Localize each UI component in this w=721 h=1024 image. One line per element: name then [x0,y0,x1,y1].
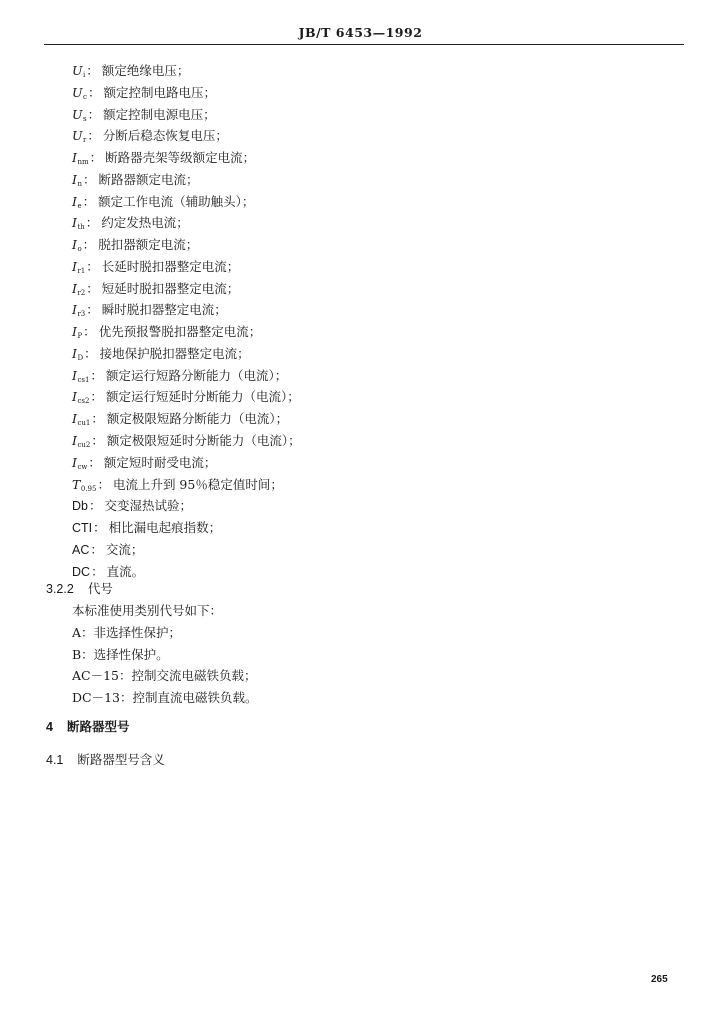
symbol-item: DC： 直流。 [72,563,145,579]
symbol: $I_{cs2}$ [72,389,90,406]
symbol-desc: 约定发热电流； [101,215,189,231]
symbol: $I_{cw}$ [72,454,88,471]
symbol: $I_o$ [72,237,82,254]
symbol-item: $I_n$： 断路器额定电流； [72,171,199,188]
code-item: B：选择性保护。 [72,646,169,662]
symbol-item: $I_{cu1}$： 额定极限短路分断能力（电流）； [72,411,289,428]
symbol-desc: 额定短时耐受电流； [103,454,217,470]
symbol-desc: 分断后稳态恢复电压； [102,128,228,144]
symbol-item: $I_{th}$： 约定发热电流； [72,215,189,232]
symbol-item: Db： 交变湿热试验； [72,498,193,514]
symbol-desc: 电流上升到 95％稳定值时间； [112,476,283,492]
symbol-item: $I_{r1}$： 长延时脱扣器整定电流； [72,258,240,275]
symbol: $I_P$ [72,324,83,341]
code-item: DC－13：控制直流电磁铁负载。 [72,690,258,706]
symbol-item: $T_{0.95}$： 电流上升到 95％稳定值时间； [72,476,283,493]
symbol: $I_e$ [72,193,82,210]
symbol-item: $U_r$： 分断后稳态恢复电压； [72,128,228,145]
section-title: 代号 [87,581,113,596]
symbol-list [72,60,301,582]
symbol-item: $I_o$： 脱扣器额定电流； [72,237,199,254]
symbol-desc: 相比漏电起痕指数； [108,520,222,536]
section-number: 3.2.2 [46,582,74,596]
symbol: $I_{cs1}$ [72,367,90,384]
symbol: $I_{r1}$ [72,258,86,275]
symbol: DC [72,564,91,579]
standard-code: JB/T 6453—1992 [298,25,423,40]
symbol: AC [72,542,90,557]
symbol: $I_{r2}$ [72,280,86,297]
section-title: 断路器型号 [66,719,130,734]
symbol-desc: 长延时脱扣器整定电流； [101,258,240,274]
symbol: $U_i$ [72,63,86,79]
symbol-desc: 额定极限短路分断能力（电流）； [106,411,289,427]
symbol-desc: 额定工作电流（辅助触头）； [98,193,255,209]
symbol-desc: 短延时脱扣器整定电流； [101,280,240,296]
symbol-item: $I_P$： 优先预报警脱扣器整定电流； [72,324,262,341]
header-divider [44,44,684,45]
section-heading-4-1 [46,750,165,768]
symbol: $U_r$ [72,128,87,145]
symbol: $I_{cu1}$ [72,411,91,428]
section-heading-3-2-2 [46,579,113,597]
symbol-item: $I_{cw}$： 额定短时耐受电流； [72,454,217,471]
symbol-desc: 直流。 [106,563,145,579]
symbol-item: $I_{nm}$： 断路器壳架等级额定电流； [72,150,256,167]
symbol-desc: 优先预报警脱扣器整定电流； [98,324,262,340]
symbol-item: $I_{r2}$： 短延时脱扣器整定电流； [72,280,240,297]
symbol-desc: 额定运行短路分断能力（电流）； [105,367,288,383]
section-title: 断路器型号含义 [77,752,165,767]
symbol: $I_{cu2}$ [72,433,91,450]
symbol: $I_D$ [72,345,84,362]
symbol-item: $I_D$： 接地保护脱扣器整定电流； [72,345,250,362]
code-item: A：非选择性保护； [72,624,182,640]
symbol-desc: 额定控制电源电压； [103,106,216,122]
symbol: $I_{th}$ [72,215,85,232]
symbol: $U_s$ [72,106,87,123]
symbol-item: CTI： 相比漏电起痕指数； [72,520,222,536]
symbol-item: $I_{r3}$： 瞬时脱扣器整定电流； [72,302,227,319]
symbol-item: $I_e$： 额定工作电流（辅助触头）； [72,193,255,210]
symbol-item: AC： 交流； [72,541,144,557]
section-number: 4 [46,720,53,734]
section-number: 4.1 [46,753,64,767]
symbol: CTI [72,521,93,536]
symbol-desc: 交变湿热试验； [104,498,193,514]
symbol-desc: 交流； [105,541,144,557]
code-item: AC－15：控制交流电磁铁负载； [72,668,257,684]
symbol: Db [72,499,88,514]
symbol: $T_{0.95}$ [72,476,97,493]
symbol-desc: 脱扣器额定电流； [98,237,199,253]
symbol-desc: 额定运行短延时分断能力（电流）； [105,389,300,405]
symbol-desc: 额定绝缘电压； [101,63,190,78]
symbol-item: $U_i$： 额定绝缘电压； [72,63,190,79]
symbol-item: $U_s$： 额定控制电源电压； [72,106,216,123]
code-item: 本标准使用类别代号如下： [72,603,223,618]
page-number: 265 [651,974,668,985]
section-heading-4 [46,717,129,735]
symbol-desc: 额定极限短延时分断能力（电流）； [106,433,301,449]
symbol-desc: 瞬时脱扣器整定电流； [101,302,227,318]
symbol-desc: 接地保护脱扣器整定电流； [99,345,250,361]
symbol: $I_{nm}$ [72,150,89,167]
symbol: $I_n$ [72,171,82,188]
symbol-item: $U_c$： 额定控制电路电压； [72,84,216,101]
symbol-item: $I_{cs2}$： 额定运行短延时分断能力（电流）； [72,389,300,406]
symbol-desc: 额定控制电路电压； [103,84,216,100]
symbol-item: $I_{cs1}$： 额定运行短路分断能力（电流）； [72,367,288,384]
symbol-desc: 断路器额定电流； [98,171,199,187]
symbol-item: $I_{cu2}$： 额定极限短延时分断能力（电流）； [72,433,301,450]
code-list [72,600,258,709]
symbol-desc: 断路器壳架等级额定电流； [105,150,256,166]
symbol: $U_c$ [72,84,87,101]
symbol: $I_{r3}$ [72,302,86,319]
